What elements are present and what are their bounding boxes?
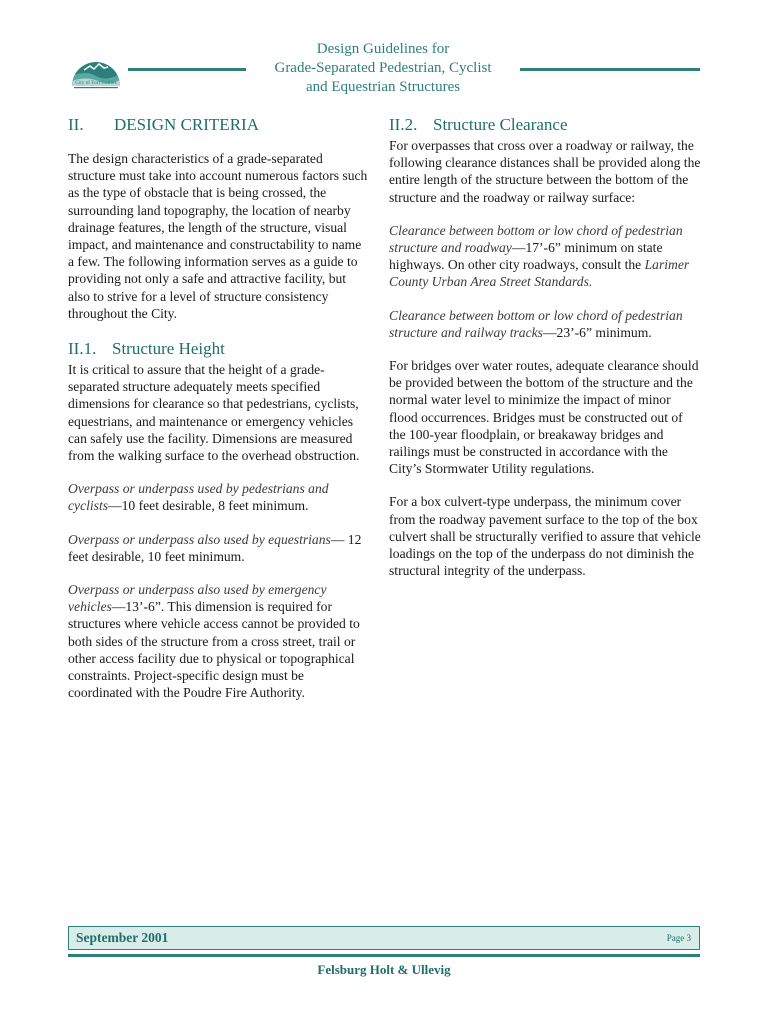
- height-item-pedestrians: [68, 480, 370, 514]
- footer-rule: [68, 954, 700, 957]
- header-rule-left: [128, 68, 246, 71]
- subsection-heading-height: [68, 338, 370, 360]
- height-item-equestrians: [68, 531, 370, 565]
- footer-firm-name: Felsburg Holt & Ullevig: [317, 962, 451, 977]
- section-number: II.: [68, 115, 84, 134]
- section-heading: [68, 114, 370, 136]
- culvert-paragraph: For a box culvert-type underpass, the minimum cover from the roadway pavement surface to the top of the box culvert shall be structurally verified to assure that vehicle loadings on the top of the underpass do not diminish the structural integrity of the underpass.: [389, 494, 701, 579]
- clearance-paragraph: For overpasses that cross over a roadway or railway, the following clearance distances shall be provided along the entire length of the structure between the bottom of the structure and the roadway or railway surface:: [389, 138, 701, 205]
- item-value: —13’-6”. This dimension is required for structures where vehicle access cannot be provided to both sides of the structure from a cross street, trail or other access facility due to physical or topographical constraints. Project-specific design must be coordinated with the Poudre Fire Authority.: [68, 599, 360, 701]
- item-label: Clearance between bottom or low chord of pedestrian structure and roadway: [389, 222, 683, 256]
- header-title-line: Design Guidelines for: [316, 41, 450, 57]
- item-label: Overpass or underpass also used by emergency vehicles: [68, 582, 327, 615]
- left-column: [68, 114, 370, 701]
- item-value: — 12 feet desirable, 10 feet minimum.: [68, 531, 362, 564]
- item-value: —10 feet desirable, 8 feet minimum.: [108, 498, 309, 514]
- item-value: —17’-6” minimum on state highways. On other city roadways, consult the: [389, 240, 663, 273]
- item-label: Clearance between bottom or low chord of pedestrian structure and railway tracks: [389, 307, 683, 340]
- logo-caption: City of Fort Collins: [75, 81, 117, 86]
- item-value: —23’-6” minimum.: [542, 324, 652, 340]
- header-title: [246, 40, 520, 97]
- subsection-number: II.1.: [68, 339, 97, 359]
- page-number: Page 3: [666, 933, 691, 943]
- city-logo: [68, 46, 124, 94]
- header-rule-right: [520, 68, 700, 71]
- footer-date: September 2001: [76, 930, 169, 945]
- height-paragraph: It is critical to assure that the height of a grade-separated structure adequately meets specified dimensions for clearance so that pedestrians, cyclists, equestrians, and maintenance or emergency vehicles can safely use the facility. Dimensions are measured from the walking surface to the overhead obstruction.: [68, 362, 360, 464]
- clearance-item-roadway: [389, 222, 701, 291]
- header-title-line: and Equestrian Structures: [305, 79, 461, 95]
- header-title-line: Grade-Separated Pedestrian, Cyclist: [274, 60, 492, 76]
- height-item-emergency: [68, 581, 370, 701]
- subsection-title: Structure Clearance: [433, 115, 568, 134]
- item-label: Overpass or underpass used by pedestrians and cyclists: [68, 481, 329, 514]
- water-paragraph: For bridges over water routes, adequate clearance should be provided between the bottom of the structure and the normal water level to minimize the impact of minor flood occurrences. Bridges must be constructed out of the 100-year floodplain, or breakaway bridges and railings must be constructed in accordance with the City’s Stormwater Utility regulations.: [389, 358, 699, 477]
- section-title: DESIGN CRITERIA: [114, 115, 259, 134]
- subsection-title: Structure Height: [112, 339, 225, 359]
- subsection-heading-clearance: [389, 114, 701, 136]
- item-label: Overpass or underpass also used by equestrians: [68, 531, 331, 547]
- subsection-number: II.2.: [389, 115, 418, 134]
- clearance-item-railway: [389, 307, 701, 341]
- right-column: [389, 114, 701, 579]
- footer-bar: [68, 926, 700, 950]
- standards-reference: Larimer County Urban Area Street Standards.: [389, 257, 690, 290]
- intro-paragraph: The design characteristics of a grade-separated structure must take into account numerous factors such as the type of obstacle that is being crossed, the surrounding land topography, the location of nearby drainage features, the length of the structure, visual impact, and maintenance and constructability to name a few. The following information serves as a guide to providing not only a safe and attractive facility, but also to strive for a level of structure consistency throughout the City.: [68, 151, 368, 321]
